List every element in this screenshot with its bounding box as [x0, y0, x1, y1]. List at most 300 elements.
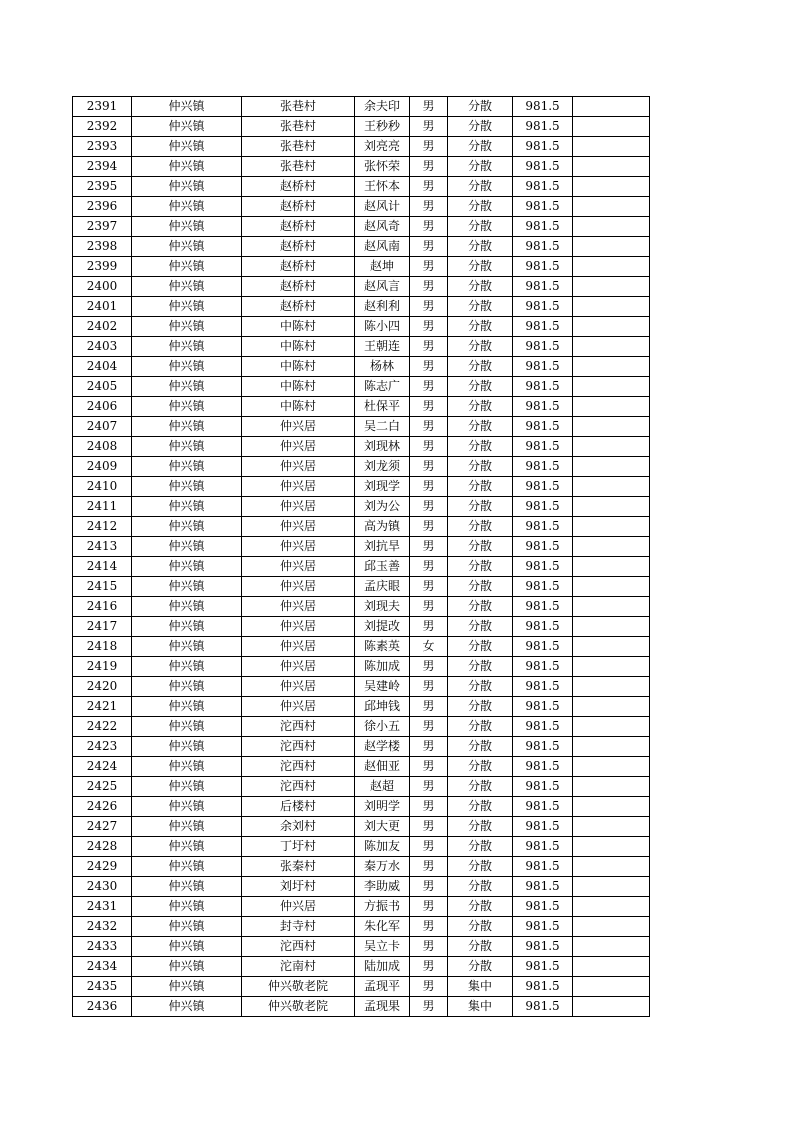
- support-type-cell: 分散: [448, 657, 513, 677]
- table-row: [73, 477, 650, 497]
- town-cell: 仲兴镇: [132, 777, 242, 797]
- village-cell: 中陈村: [242, 377, 355, 397]
- town-cell: 仲兴镇: [132, 577, 242, 597]
- remark-cell: [573, 197, 650, 217]
- village-cell: 赵桥村: [242, 257, 355, 277]
- town-cell: 仲兴镇: [132, 217, 242, 237]
- remark-cell: [573, 277, 650, 297]
- amount-cell: 981.5: [513, 837, 573, 857]
- village-cell: 仲兴居: [242, 597, 355, 617]
- name-cell: 高为镇: [355, 517, 410, 537]
- town-cell: 仲兴镇: [132, 697, 242, 717]
- amount-cell: 981.5: [513, 297, 573, 317]
- town-cell: 仲兴镇: [132, 357, 242, 377]
- gender-cell: 男: [410, 597, 448, 617]
- amount-cell: 981.5: [513, 217, 573, 237]
- table-row: [73, 977, 650, 997]
- remark-cell: [573, 137, 650, 157]
- name-cell: 余夫印: [355, 97, 410, 117]
- serial-cell: 2397: [73, 217, 132, 237]
- serial-cell: 2436: [73, 997, 132, 1017]
- village-cell: 仲兴敬老院: [242, 997, 355, 1017]
- gender-cell: 男: [410, 297, 448, 317]
- remark-cell: [573, 617, 650, 637]
- gender-cell: 男: [410, 617, 448, 637]
- name-cell: 赵佃亚: [355, 757, 410, 777]
- gender-cell: 男: [410, 117, 448, 137]
- support-type-cell: 分散: [448, 137, 513, 157]
- amount-cell: 981.5: [513, 777, 573, 797]
- town-cell: 仲兴镇: [132, 297, 242, 317]
- gender-cell: 男: [410, 277, 448, 297]
- gender-cell: 男: [410, 357, 448, 377]
- town-cell: 仲兴镇: [132, 137, 242, 157]
- name-cell: 刘现学: [355, 477, 410, 497]
- name-cell: 刘提改: [355, 617, 410, 637]
- remark-cell: [573, 677, 650, 697]
- name-cell: 邱玉善: [355, 557, 410, 577]
- table-row: [73, 777, 650, 797]
- gender-cell: 男: [410, 437, 448, 457]
- serial-cell: 2434: [73, 957, 132, 977]
- name-cell: 赵风计: [355, 197, 410, 217]
- amount-cell: 981.5: [513, 257, 573, 277]
- name-cell: 刘龙须: [355, 457, 410, 477]
- town-cell: 仲兴镇: [132, 417, 242, 437]
- gender-cell: 男: [410, 457, 448, 477]
- support-type-cell: 集中: [448, 977, 513, 997]
- town-cell: 仲兴镇: [132, 737, 242, 757]
- remark-cell: [573, 297, 650, 317]
- town-cell: 仲兴镇: [132, 797, 242, 817]
- name-cell: 刘现夫: [355, 597, 410, 617]
- support-type-cell: 分散: [448, 517, 513, 537]
- name-cell: 刘现林: [355, 437, 410, 457]
- table-row: [73, 997, 650, 1017]
- town-cell: 仲兴镇: [132, 977, 242, 997]
- serial-cell: 2393: [73, 137, 132, 157]
- amount-cell: 981.5: [513, 977, 573, 997]
- serial-cell: 2408: [73, 437, 132, 457]
- village-cell: 仲兴居: [242, 477, 355, 497]
- gender-cell: 男: [410, 237, 448, 257]
- amount-cell: 981.5: [513, 197, 573, 217]
- support-type-cell: 分散: [448, 717, 513, 737]
- amount-cell: 981.5: [513, 417, 573, 437]
- remark-cell: [573, 377, 650, 397]
- support-type-cell: 分散: [448, 317, 513, 337]
- village-cell: 封寺村: [242, 917, 355, 937]
- name-cell: 方振书: [355, 897, 410, 917]
- table-row: [73, 797, 650, 817]
- village-cell: 沱西村: [242, 737, 355, 757]
- village-cell: 仲兴居: [242, 657, 355, 677]
- remark-cell: [573, 737, 650, 757]
- table-row: [73, 717, 650, 737]
- remark-cell: [573, 257, 650, 277]
- village-cell: 沱西村: [242, 717, 355, 737]
- town-cell: 仲兴镇: [132, 637, 242, 657]
- serial-cell: 2413: [73, 537, 132, 557]
- town-cell: 仲兴镇: [132, 317, 242, 337]
- serial-cell: 2419: [73, 657, 132, 677]
- gender-cell: 男: [410, 417, 448, 437]
- table-row: [73, 117, 650, 137]
- village-cell: 沱西村: [242, 757, 355, 777]
- amount-cell: 981.5: [513, 237, 573, 257]
- name-cell: 孟现果: [355, 997, 410, 1017]
- amount-cell: 981.5: [513, 157, 573, 177]
- town-cell: 仲兴镇: [132, 617, 242, 637]
- remark-cell: [573, 357, 650, 377]
- village-cell: 仲兴居: [242, 897, 355, 917]
- name-cell: 赵风奇: [355, 217, 410, 237]
- gender-cell: 男: [410, 817, 448, 837]
- village-cell: 中陈村: [242, 357, 355, 377]
- table-row: [73, 837, 650, 857]
- name-cell: 赵坤: [355, 257, 410, 277]
- village-cell: 仲兴居: [242, 457, 355, 477]
- remark-cell: [573, 237, 650, 257]
- gender-cell: 男: [410, 337, 448, 357]
- support-type-cell: 分散: [448, 737, 513, 757]
- remark-cell: [573, 97, 650, 117]
- table-row: [73, 137, 650, 157]
- serial-cell: 2427: [73, 817, 132, 837]
- gender-cell: 男: [410, 317, 448, 337]
- serial-cell: 2406: [73, 397, 132, 417]
- serial-cell: 2424: [73, 757, 132, 777]
- amount-cell: 981.5: [513, 637, 573, 657]
- name-cell: 赵风南: [355, 237, 410, 257]
- village-cell: 赵桥村: [242, 177, 355, 197]
- amount-cell: 981.5: [513, 957, 573, 977]
- serial-cell: 2431: [73, 897, 132, 917]
- village-cell: 张秦村: [242, 857, 355, 877]
- village-cell: 仲兴居: [242, 497, 355, 517]
- name-cell: 杨林: [355, 357, 410, 377]
- support-type-cell: 分散: [448, 777, 513, 797]
- serial-cell: 2421: [73, 697, 132, 717]
- town-cell: 仲兴镇: [132, 877, 242, 897]
- town-cell: 仲兴镇: [132, 717, 242, 737]
- remark-cell: [573, 777, 650, 797]
- remark-cell: [573, 637, 650, 657]
- table-row: [73, 677, 650, 697]
- name-cell: 赵超: [355, 777, 410, 797]
- name-cell: 刘大更: [355, 817, 410, 837]
- table-row: [73, 757, 650, 777]
- town-cell: 仲兴镇: [132, 497, 242, 517]
- support-type-cell: 分散: [448, 457, 513, 477]
- amount-cell: 981.5: [513, 897, 573, 917]
- remark-cell: [573, 897, 650, 917]
- name-cell: 王朝连: [355, 337, 410, 357]
- table-row: [73, 657, 650, 677]
- town-cell: 仲兴镇: [132, 457, 242, 477]
- support-type-cell: 分散: [448, 617, 513, 637]
- serial-cell: 2394: [73, 157, 132, 177]
- name-cell: 秦万水: [355, 857, 410, 877]
- support-type-cell: 分散: [448, 917, 513, 937]
- table-row: [73, 537, 650, 557]
- amount-cell: 981.5: [513, 857, 573, 877]
- name-cell: 刘亮亮: [355, 137, 410, 157]
- town-cell: 仲兴镇: [132, 237, 242, 257]
- table-row: [73, 637, 650, 657]
- remark-cell: [573, 117, 650, 137]
- table-row: [73, 917, 650, 937]
- serial-cell: 2391: [73, 97, 132, 117]
- town-cell: 仲兴镇: [132, 157, 242, 177]
- table-row: [73, 957, 650, 977]
- gender-cell: 男: [410, 837, 448, 857]
- table-row: [73, 177, 650, 197]
- village-cell: 仲兴敬老院: [242, 977, 355, 997]
- town-cell: 仲兴镇: [132, 997, 242, 1017]
- serial-cell: 2428: [73, 837, 132, 857]
- table-body: [73, 97, 650, 1017]
- serial-cell: 2395: [73, 177, 132, 197]
- remark-cell: [573, 937, 650, 957]
- remark-cell: [573, 217, 650, 237]
- remark-cell: [573, 457, 650, 477]
- table-row: [73, 617, 650, 637]
- table-row: [73, 737, 650, 757]
- amount-cell: 981.5: [513, 817, 573, 837]
- village-cell: 沱西村: [242, 777, 355, 797]
- amount-cell: 981.5: [513, 917, 573, 937]
- support-type-cell: 分散: [448, 217, 513, 237]
- serial-cell: 2410: [73, 477, 132, 497]
- amount-cell: 981.5: [513, 757, 573, 777]
- gender-cell: 男: [410, 517, 448, 537]
- amount-cell: 981.5: [513, 937, 573, 957]
- table-row: [73, 257, 650, 277]
- support-type-cell: 分散: [448, 597, 513, 617]
- village-cell: 仲兴居: [242, 617, 355, 637]
- amount-cell: 981.5: [513, 357, 573, 377]
- support-type-cell: 分散: [448, 957, 513, 977]
- village-cell: 赵桥村: [242, 217, 355, 237]
- name-cell: 邱坤钱: [355, 697, 410, 717]
- gender-cell: 男: [410, 537, 448, 557]
- gender-cell: 男: [410, 217, 448, 237]
- gender-cell: 男: [410, 717, 448, 737]
- serial-cell: 2416: [73, 597, 132, 617]
- support-type-cell: 分散: [448, 937, 513, 957]
- village-cell: 仲兴居: [242, 417, 355, 437]
- village-cell: 张巷村: [242, 157, 355, 177]
- name-cell: 朱化军: [355, 917, 410, 937]
- serial-cell: 2411: [73, 497, 132, 517]
- name-cell: 杜保平: [355, 397, 410, 417]
- remark-cell: [573, 597, 650, 617]
- table-row: [73, 697, 650, 717]
- village-cell: 仲兴居: [242, 697, 355, 717]
- support-type-cell: 分散: [448, 817, 513, 837]
- town-cell: 仲兴镇: [132, 657, 242, 677]
- name-cell: 赵风言: [355, 277, 410, 297]
- town-cell: 仲兴镇: [132, 197, 242, 217]
- support-type-cell: 分散: [448, 497, 513, 517]
- remark-cell: [573, 477, 650, 497]
- remark-cell: [573, 977, 650, 997]
- town-cell: 仲兴镇: [132, 557, 242, 577]
- name-cell: 陈小四: [355, 317, 410, 337]
- support-type-cell: 分散: [448, 837, 513, 857]
- table-row: [73, 217, 650, 237]
- village-cell: 仲兴居: [242, 537, 355, 557]
- amount-cell: 981.5: [513, 397, 573, 417]
- remark-cell: [573, 797, 650, 817]
- remark-cell: [573, 397, 650, 417]
- village-cell: 后楼村: [242, 797, 355, 817]
- support-type-cell: 分散: [448, 877, 513, 897]
- support-type-cell: 分散: [448, 177, 513, 197]
- serial-cell: 2398: [73, 237, 132, 257]
- town-cell: 仲兴镇: [132, 677, 242, 697]
- serial-cell: 2435: [73, 977, 132, 997]
- support-type-cell: 分散: [448, 297, 513, 317]
- name-cell: 赵利利: [355, 297, 410, 317]
- support-type-cell: 分散: [448, 757, 513, 777]
- name-cell: 张怀荣: [355, 157, 410, 177]
- name-cell: 陈加友: [355, 837, 410, 857]
- town-cell: 仲兴镇: [132, 897, 242, 917]
- amount-cell: 981.5: [513, 317, 573, 337]
- name-cell: 王秒秒: [355, 117, 410, 137]
- gender-cell: 男: [410, 477, 448, 497]
- serial-cell: 2409: [73, 457, 132, 477]
- remark-cell: [573, 877, 650, 897]
- village-cell: 张巷村: [242, 117, 355, 137]
- support-type-cell: 分散: [448, 117, 513, 137]
- village-cell: 沱南村: [242, 957, 355, 977]
- table-row: [73, 457, 650, 477]
- remark-cell: [573, 157, 650, 177]
- village-cell: 仲兴居: [242, 637, 355, 657]
- table-row: [73, 877, 650, 897]
- serial-cell: 2392: [73, 117, 132, 137]
- name-cell: 孟庆眼: [355, 577, 410, 597]
- name-cell: 吴建岭: [355, 677, 410, 697]
- gender-cell: 男: [410, 697, 448, 717]
- amount-cell: 981.5: [513, 477, 573, 497]
- amount-cell: 981.5: [513, 177, 573, 197]
- amount-cell: 981.5: [513, 697, 573, 717]
- amount-cell: 981.5: [513, 97, 573, 117]
- amount-cell: 981.5: [513, 497, 573, 517]
- data-table: [72, 96, 650, 1017]
- amount-cell: 981.5: [513, 137, 573, 157]
- remark-cell: [573, 917, 650, 937]
- name-cell: 陈加成: [355, 657, 410, 677]
- village-cell: 赵桥村: [242, 197, 355, 217]
- remark-cell: [573, 537, 650, 557]
- remark-cell: [573, 957, 650, 977]
- support-type-cell: 分散: [448, 857, 513, 877]
- serial-cell: 2403: [73, 337, 132, 357]
- serial-cell: 2429: [73, 857, 132, 877]
- amount-cell: 981.5: [513, 657, 573, 677]
- support-type-cell: 分散: [448, 437, 513, 457]
- table-row: [73, 817, 650, 837]
- gender-cell: 男: [410, 977, 448, 997]
- town-cell: 仲兴镇: [132, 757, 242, 777]
- name-cell: 刘明学: [355, 797, 410, 817]
- amount-cell: 981.5: [513, 457, 573, 477]
- table-row: [73, 297, 650, 317]
- amount-cell: 981.5: [513, 517, 573, 537]
- serial-cell: 2433: [73, 937, 132, 957]
- village-cell: 赵桥村: [242, 297, 355, 317]
- name-cell: 赵学楼: [355, 737, 410, 757]
- village-cell: 张巷村: [242, 137, 355, 157]
- gender-cell: 男: [410, 157, 448, 177]
- remark-cell: [573, 717, 650, 737]
- serial-cell: 2402: [73, 317, 132, 337]
- town-cell: 仲兴镇: [132, 957, 242, 977]
- gender-cell: 男: [410, 577, 448, 597]
- table-row: [73, 597, 650, 617]
- table-row: [73, 317, 650, 337]
- village-cell: 中陈村: [242, 397, 355, 417]
- gender-cell: 男: [410, 797, 448, 817]
- name-cell: 刘抗旱: [355, 537, 410, 557]
- gender-cell: 男: [410, 257, 448, 277]
- serial-cell: 2415: [73, 577, 132, 597]
- support-type-cell: 分散: [448, 897, 513, 917]
- serial-cell: 2426: [73, 797, 132, 817]
- support-type-cell: 分散: [448, 257, 513, 277]
- support-type-cell: 分散: [448, 417, 513, 437]
- amount-cell: 981.5: [513, 877, 573, 897]
- village-cell: 仲兴居: [242, 437, 355, 457]
- remark-cell: [573, 437, 650, 457]
- serial-cell: 2422: [73, 717, 132, 737]
- serial-cell: 2425: [73, 777, 132, 797]
- table-row: [73, 337, 650, 357]
- serial-cell: 2400: [73, 277, 132, 297]
- support-type-cell: 集中: [448, 997, 513, 1017]
- town-cell: 仲兴镇: [132, 397, 242, 417]
- town-cell: 仲兴镇: [132, 837, 242, 857]
- village-cell: 中陈村: [242, 317, 355, 337]
- gender-cell: 男: [410, 857, 448, 877]
- table-row: [73, 897, 650, 917]
- town-cell: 仲兴镇: [132, 257, 242, 277]
- town-cell: 仲兴镇: [132, 337, 242, 357]
- support-type-cell: 分散: [448, 237, 513, 257]
- amount-cell: 981.5: [513, 717, 573, 737]
- town-cell: 仲兴镇: [132, 937, 242, 957]
- town-cell: 仲兴镇: [132, 97, 242, 117]
- gender-cell: 男: [410, 757, 448, 777]
- town-cell: 仲兴镇: [132, 477, 242, 497]
- remark-cell: [573, 557, 650, 577]
- serial-cell: 2404: [73, 357, 132, 377]
- town-cell: 仲兴镇: [132, 857, 242, 877]
- serial-cell: 2432: [73, 917, 132, 937]
- support-type-cell: 分散: [448, 97, 513, 117]
- remark-cell: [573, 837, 650, 857]
- serial-cell: 2430: [73, 877, 132, 897]
- support-type-cell: 分散: [448, 277, 513, 297]
- name-cell: 刘为公: [355, 497, 410, 517]
- table-row: [73, 577, 650, 597]
- name-cell: 陆加成: [355, 957, 410, 977]
